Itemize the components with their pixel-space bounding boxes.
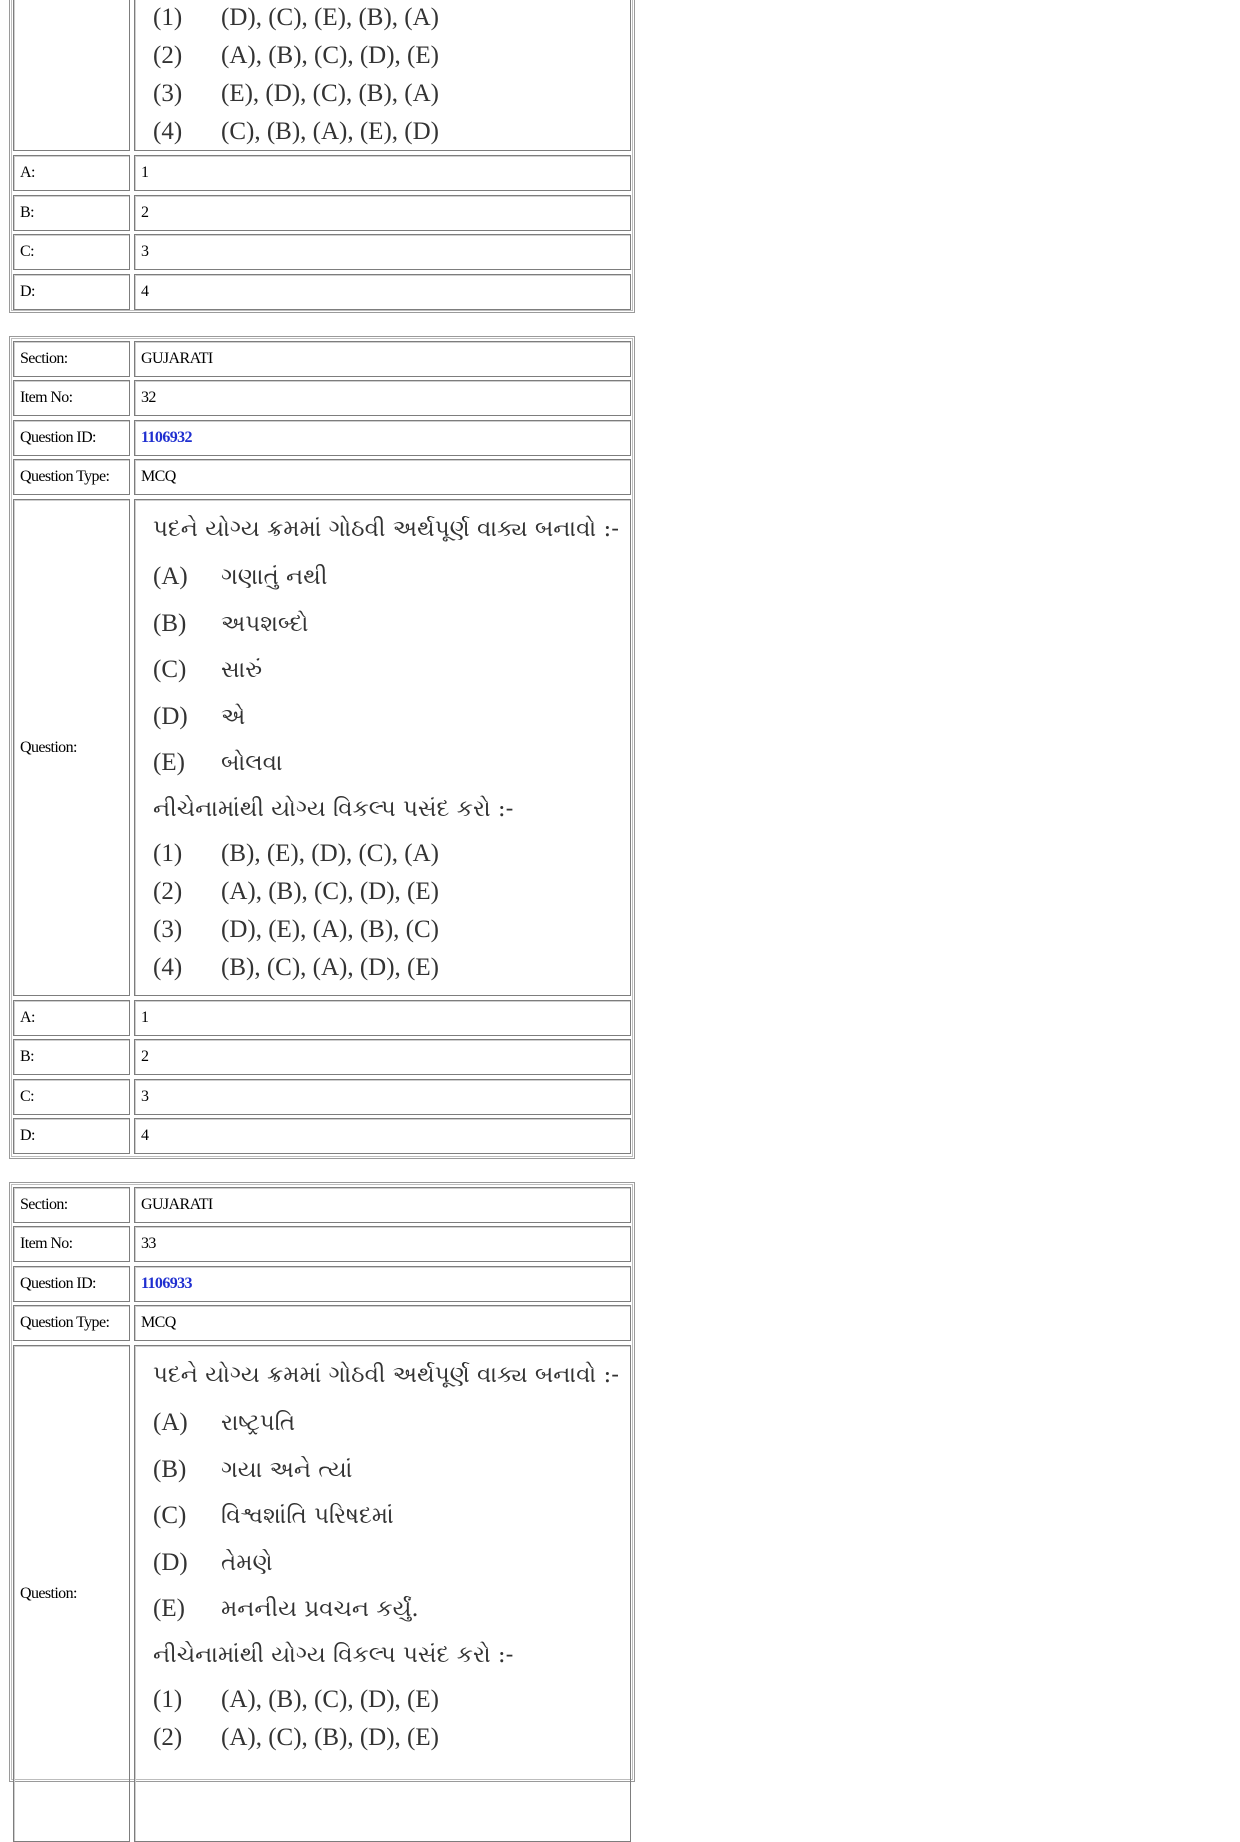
item-no-row bbox=[13, 1226, 631, 1262]
question-content-cell bbox=[134, 0, 631, 151]
question-label-cell bbox=[13, 0, 130, 151]
answer-value-d: 4 bbox=[141, 283, 149, 300]
section-row bbox=[13, 341, 631, 377]
question-type-row bbox=[13, 459, 631, 495]
question-id-label: Question ID: bbox=[20, 429, 96, 446]
answer-label-a: A: bbox=[20, 1009, 35, 1026]
question-id-value: 1106933 bbox=[141, 1275, 192, 1292]
choice-3: (3) (E), (D), (C), (B), (A) bbox=[153, 80, 439, 107]
section-value: GUJARATI bbox=[141, 1196, 213, 1213]
question-stem: પદને યોગ્ય ક્રમમાં ગોઠવી અર્થપૂર્ણ વાક્ય બનાવો :- bbox=[153, 516, 619, 542]
word-a: (A) રાષ્ટ્રપતિ bbox=[153, 1409, 296, 1436]
question-type-label: Question Type: bbox=[20, 468, 110, 485]
choice-2: (2) (A), (B), (C), (D), (E) bbox=[153, 878, 439, 905]
answer-row-c bbox=[13, 234, 631, 270]
choice-2: (2) (A), (B), (C), (D), (E) bbox=[153, 42, 439, 69]
answer-row-d bbox=[13, 1118, 631, 1154]
answer-value-d: 4 bbox=[141, 1127, 149, 1144]
question-id-value: 1106932 bbox=[141, 429, 192, 446]
answer-row-b bbox=[13, 195, 631, 231]
question-id-label: Question ID: bbox=[20, 1275, 96, 1292]
answer-label-c: C: bbox=[20, 1088, 34, 1105]
answer-label-b: B: bbox=[20, 204, 34, 221]
choice-1: (1) (A), (B), (C), (D), (E) bbox=[153, 1686, 439, 1713]
word-e: (E) મનનીય પ્રવચન કર્યું. bbox=[153, 1595, 419, 1622]
word-b: (B) ગયા અને ત્યાં bbox=[153, 1456, 353, 1483]
question-body bbox=[153, 1346, 624, 1841]
answer-row-a bbox=[13, 155, 631, 191]
answer-value-b: 2 bbox=[141, 1048, 149, 1065]
word-d: (D) તેમણે bbox=[153, 1549, 273, 1576]
question-body bbox=[153, 0, 624, 150]
answer-label-c: C: bbox=[20, 243, 34, 260]
item-no-label: Item No: bbox=[20, 1235, 73, 1252]
word-e: (E) બોલવા bbox=[153, 749, 283, 776]
question-row bbox=[13, 1345, 631, 1842]
question-content-cell bbox=[134, 499, 631, 996]
choice-4: (4) (B), (C), (A), (D), (E) bbox=[153, 954, 439, 981]
answer-label-d: D: bbox=[20, 283, 35, 300]
choice-1: (1) (B), (E), (D), (C), (A) bbox=[153, 840, 439, 867]
question-row bbox=[13, 0, 631, 151]
choice-3: (3) (D), (E), (A), (B), (C) bbox=[153, 916, 439, 943]
answer-row-b bbox=[13, 1039, 631, 1075]
word-c: (C) વિશ્વશાંતિ પરિષદમાં bbox=[153, 1502, 394, 1529]
item-no-label: Item No: bbox=[20, 389, 73, 406]
answer-label-b: B: bbox=[20, 1048, 34, 1065]
word-c: (C) સારું bbox=[153, 656, 263, 683]
question-stem: પદને યોગ્ય ક્રમમાં ગોઠવી અર્થપૂર્ણ વાક્ય બનાવો :- bbox=[153, 1362, 619, 1388]
question-type-row bbox=[13, 1305, 631, 1341]
section-label: Section: bbox=[20, 1196, 68, 1213]
question-block-32 bbox=[9, 336, 635, 1159]
item-no-value: 33 bbox=[141, 1235, 156, 1252]
question-block-33 bbox=[9, 1182, 635, 1782]
word-b: (B) અપશબ્દો bbox=[153, 610, 309, 637]
question-body bbox=[153, 500, 624, 995]
answer-row-d bbox=[13, 274, 631, 310]
section-value: GUJARATI bbox=[141, 350, 213, 367]
answer-row-c bbox=[13, 1079, 631, 1115]
answer-value-a: 1 bbox=[141, 1009, 149, 1026]
question-type-value: MCQ bbox=[141, 468, 176, 485]
question-id-row bbox=[13, 1266, 631, 1302]
answer-value-c: 3 bbox=[141, 1088, 149, 1105]
answer-row-a bbox=[13, 1000, 631, 1036]
word-d: (D) એ bbox=[153, 703, 246, 730]
answer-value-b: 2 bbox=[141, 204, 149, 221]
choice-2: (2) (A), (C), (B), (D), (E) bbox=[153, 1724, 439, 1751]
choice-4: (4) (C), (B), (A), (E), (D) bbox=[153, 118, 439, 145]
instruction: નીચેનામાંથી યોગ્ય વિકલ્પ પસંદ કરો :- bbox=[153, 796, 514, 822]
question-type-label: Question Type: bbox=[20, 1314, 110, 1331]
item-no-value: 32 bbox=[141, 389, 156, 406]
question-label: Question: bbox=[20, 738, 77, 756]
question-id-row bbox=[13, 420, 631, 456]
question-label: Question: bbox=[20, 1584, 77, 1602]
section-row bbox=[13, 1187, 631, 1223]
question-block-31 bbox=[9, 0, 635, 313]
answer-label-d: D: bbox=[20, 1127, 35, 1144]
word-a: (A) ગણાતું નથી bbox=[153, 563, 328, 590]
answer-value-c: 3 bbox=[141, 243, 149, 260]
question-row bbox=[13, 499, 631, 996]
answer-value-a: 1 bbox=[141, 164, 149, 181]
question-type-value: MCQ bbox=[141, 1314, 176, 1331]
instruction: નીચેનામાંથી યોગ્ય વિકલ્પ પસંદ કરો :- bbox=[153, 1642, 514, 1668]
item-no-row bbox=[13, 380, 631, 416]
choice-1: (1) (D), (C), (E), (B), (A) bbox=[153, 4, 439, 31]
section-label: Section: bbox=[20, 350, 68, 367]
answer-label-a: A: bbox=[20, 164, 35, 181]
question-content-cell bbox=[134, 1345, 631, 1842]
